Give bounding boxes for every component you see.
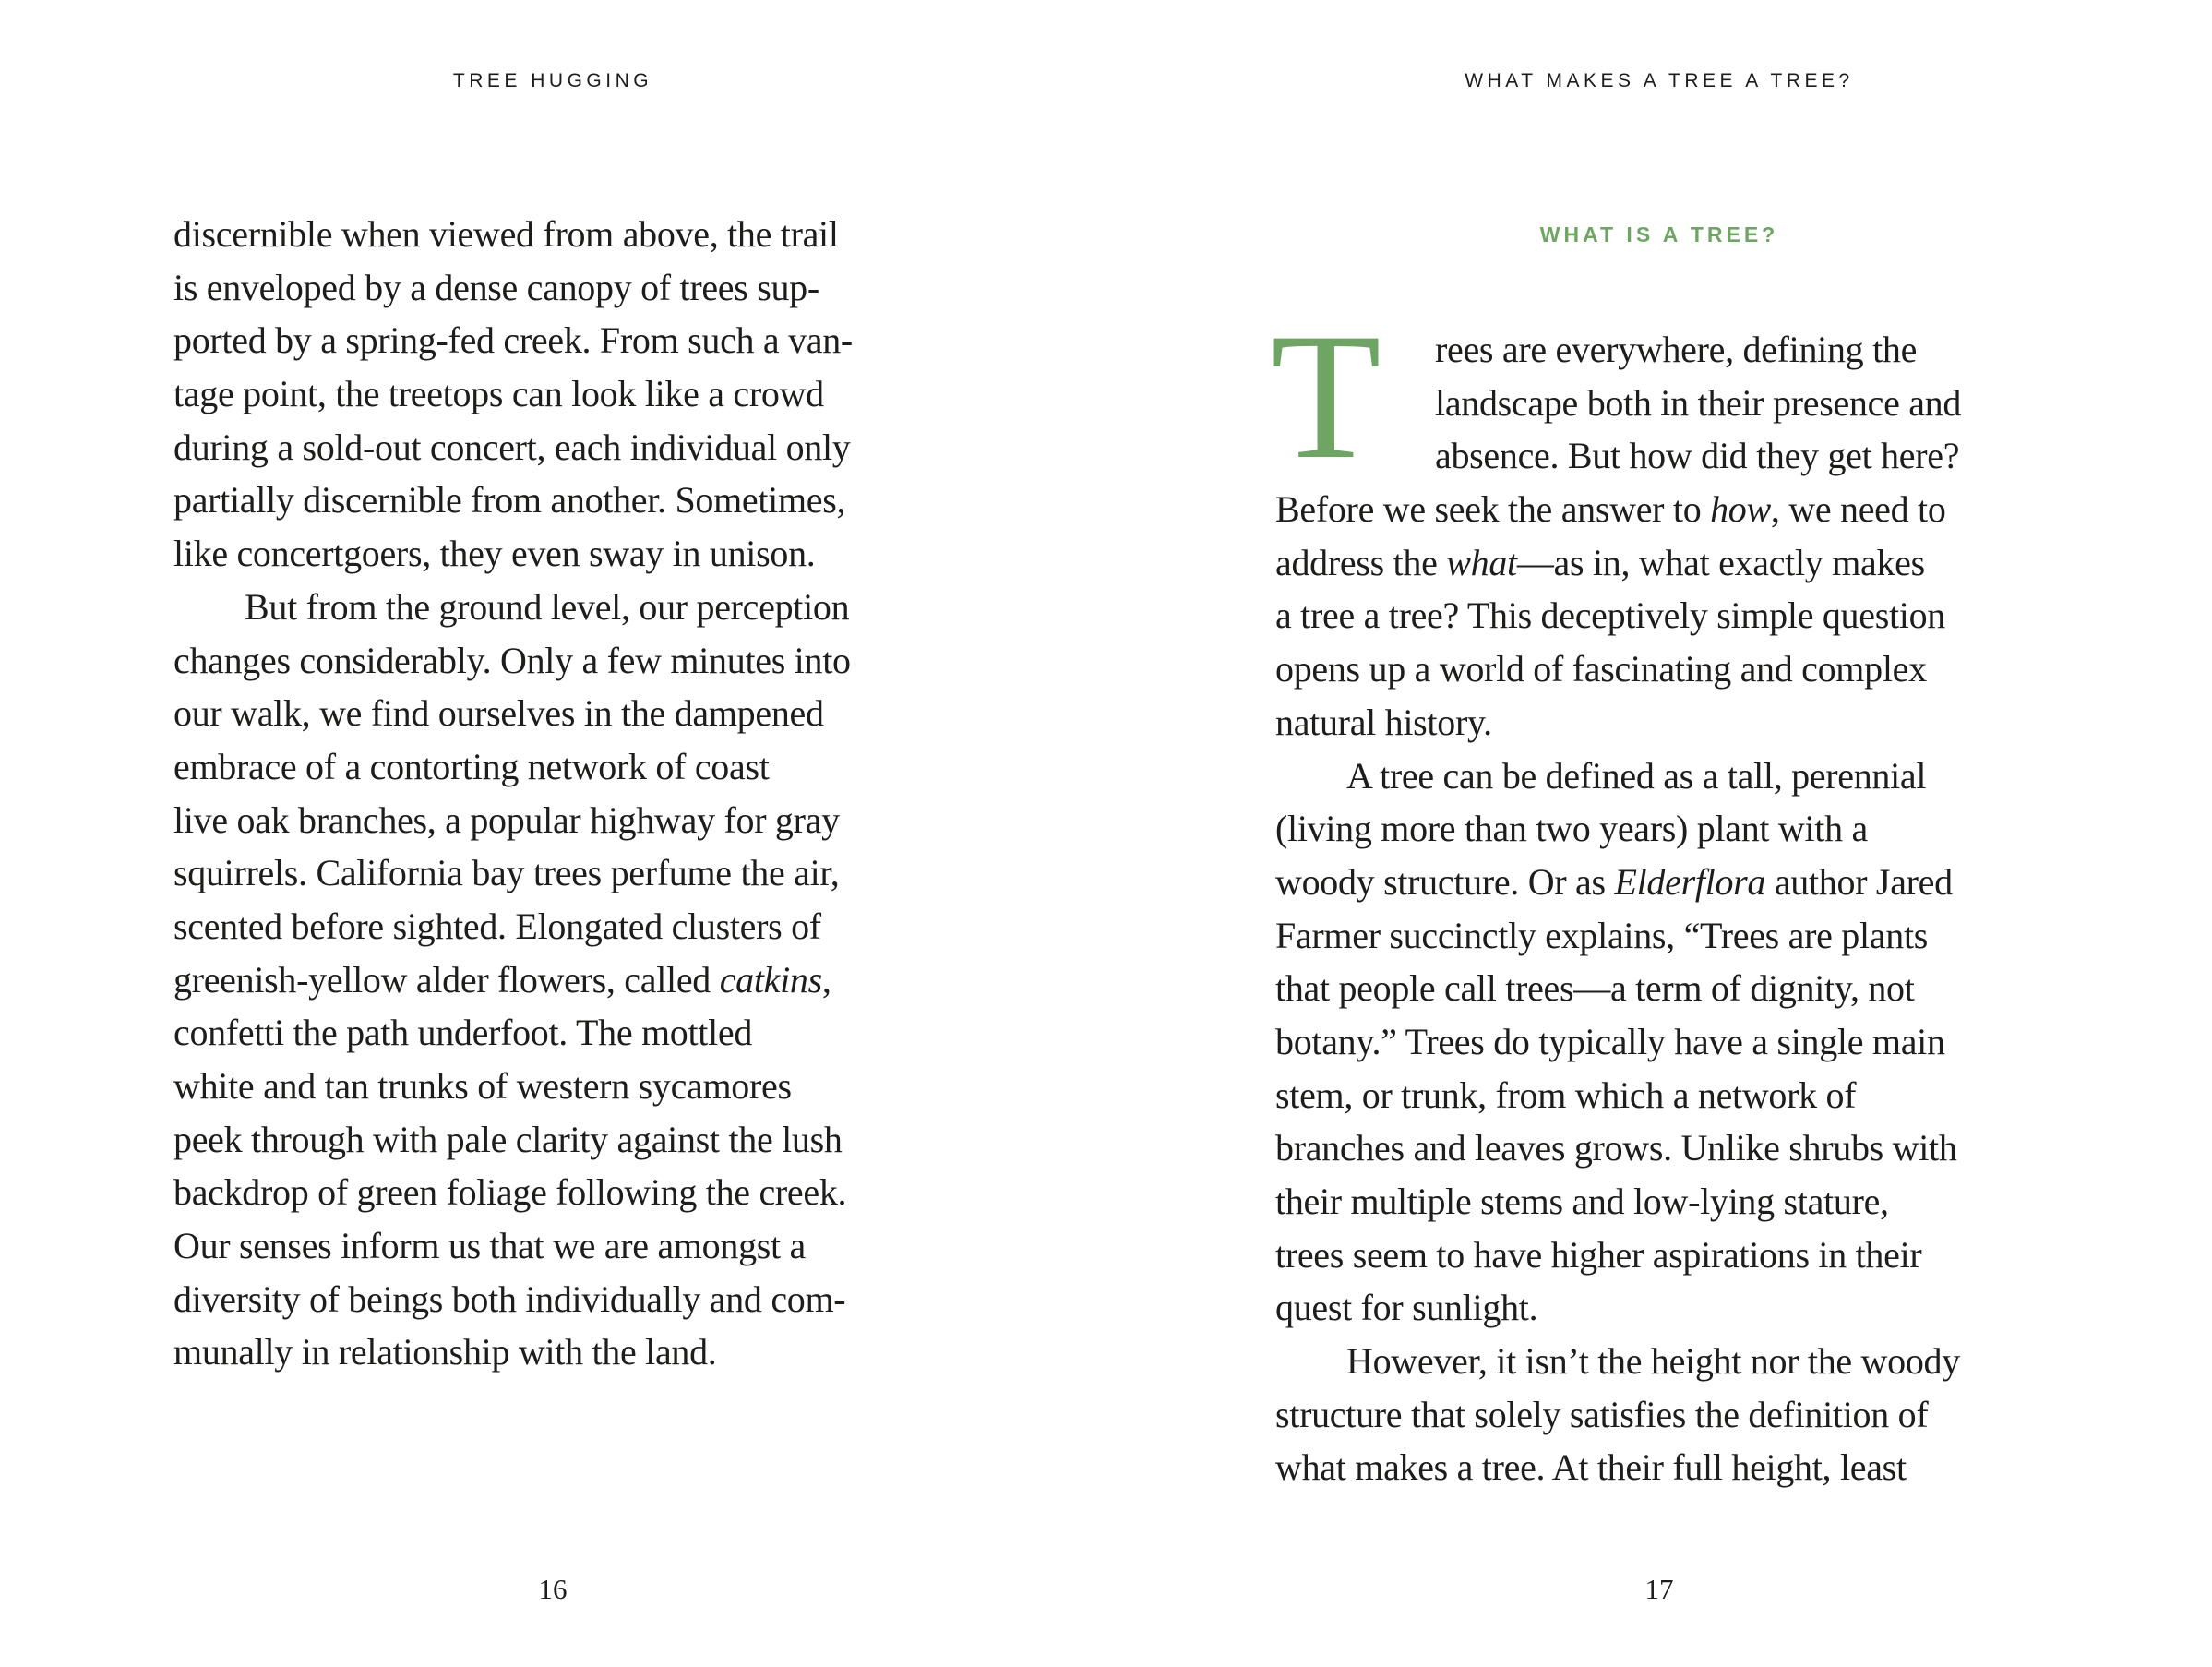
body-line	[1275, 909, 2106, 963]
left-body-text	[173, 208, 903, 1379]
text-segment: structure that solely satisfies the definition of	[1275, 1393, 1929, 1435]
body-line	[173, 208, 903, 261]
body-line	[173, 1166, 903, 1219]
text-segment: woody structure. Or as	[1275, 860, 1615, 903]
body-line	[1275, 1121, 2106, 1175]
text-segment: landscape both in their presence and	[1435, 381, 1962, 424]
text-segment: Before we seek the answer to	[1275, 488, 1711, 531]
text-segment: botany.” Trees do typically have a single main	[1275, 1020, 1945, 1062]
body-line	[1275, 483, 2106, 536]
body-line	[1275, 1015, 2106, 1069]
italic-text: what	[1446, 541, 1517, 583]
body-line	[1275, 1388, 2106, 1442]
text-segment: trees seem to have higher aspirations in their	[1275, 1233, 1922, 1276]
text-segment: ,	[821, 958, 831, 1001]
right-body-text	[1275, 323, 2106, 1494]
text-segment: during a sold-out concert, each individual only	[173, 426, 851, 468]
body-line	[173, 740, 903, 794]
text-segment: tage point, the treetops can look like a crowd	[173, 373, 824, 415]
text-segment: —as in, what exactly makes	[1516, 541, 1925, 583]
text-segment: what makes a tree. At their full height, least	[1275, 1446, 1907, 1489]
text-segment: opens up a world of fascinating and complex	[1275, 648, 1927, 690]
text-segment: ported by a spring-fed creek. From such a van-	[173, 319, 853, 362]
body-line	[173, 846, 903, 900]
section-heading: WHAT IS A TREE?	[1539, 222, 1779, 246]
text-segment: squirrels. California bay trees perfume the air,	[173, 852, 840, 894]
body-line	[173, 953, 903, 1007]
text-segment: stem, or trunk, from which a network of	[1275, 1073, 1857, 1116]
body-line	[1275, 1175, 2106, 1229]
body-line	[1275, 536, 2106, 590]
text-segment: peek through with pale clarity against the lush	[173, 1118, 843, 1160]
text-segment: that people call trees—a term of dignity, not	[1275, 967, 1915, 1010]
body-line	[1275, 802, 2106, 856]
body-line	[173, 1060, 903, 1113]
text-segment: address the	[1275, 541, 1447, 583]
body-line	[1275, 696, 2106, 750]
running-header-left: TREE HUGGING	[452, 70, 653, 91]
text-segment: branches and leaves grows. Unlike shrubs with	[1275, 1127, 1957, 1169]
text-segment: Farmer succinctly explains, “Trees are plants	[1275, 914, 1929, 956]
text-segment: But from the ground level, our perception	[245, 585, 850, 628]
body-line	[173, 1219, 903, 1273]
page-number-right: 17	[1644, 1573, 1674, 1605]
page-number-left: 16	[538, 1573, 568, 1605]
body-line	[173, 1325, 903, 1379]
running-header-right: WHAT MAKES A TREE A TREE?	[1465, 70, 1854, 91]
text-segment: discernible when viewed from above, the trail	[173, 213, 839, 255]
text-segment: absence. But how did they get here?	[1435, 435, 1960, 477]
text-segment: changes considerably. Only a few minutes into	[173, 639, 851, 681]
text-segment: backdrop of green foliage following the creek.	[173, 1171, 847, 1214]
body-line	[1275, 1335, 2106, 1388]
body-line	[173, 581, 903, 634]
body-line	[173, 794, 903, 847]
text-segment: quest for sunlight.	[1275, 1287, 1538, 1329]
body-line	[1275, 1069, 2106, 1122]
body-line	[1275, 750, 2106, 803]
body-line	[1275, 1441, 2106, 1494]
text-segment: like concertgoers, they even sway in unison.	[173, 533, 816, 575]
text-segment: our walk, we find ourselves in the dampened	[173, 692, 824, 735]
body-line	[1275, 962, 2106, 1015]
text-segment: white and tan trunks of western sycamores	[173, 1065, 792, 1107]
text-segment: rees are everywhere, defining the	[1435, 329, 1918, 370]
body-line	[1275, 429, 2106, 483]
body-line	[1275, 1229, 2106, 1282]
text-segment: partially discernible from another. Sometimes,	[173, 479, 846, 522]
body-line	[173, 900, 903, 953]
body-line	[173, 1273, 903, 1326]
body-line	[1275, 323, 2106, 377]
body-line	[173, 367, 903, 421]
text-segment: diversity of beings both individually and com-	[173, 1277, 846, 1320]
body-line	[1275, 642, 2106, 696]
text-segment: A tree can be defined as a tall, perennial	[1346, 754, 1927, 797]
text-segment: embrace of a contorting network of coast	[173, 745, 770, 787]
body-line	[173, 687, 903, 740]
body-line	[1275, 856, 2106, 909]
text-segment: scented before sighted. Elongated clusters of	[173, 905, 821, 947]
body-line	[1275, 377, 2106, 430]
text-segment: is enveloped by a dense canopy of trees sup-	[173, 266, 819, 308]
italic-text: catkins	[719, 958, 822, 1001]
text-segment: live oak branches, a popular highway for gray	[173, 798, 840, 841]
body-line	[173, 1006, 903, 1060]
text-segment: a tree a tree? This deceptively simple question	[1275, 594, 1945, 637]
italic-text: how	[1710, 488, 1771, 531]
text-segment: their multiple stems and low-lying stature,	[1275, 1181, 1889, 1222]
body-line	[1275, 589, 2106, 642]
text-segment: munally in relationship with the land.	[173, 1331, 717, 1373]
body-line	[173, 527, 903, 581]
body-line	[173, 474, 903, 527]
body-line	[173, 314, 903, 367]
body-line	[173, 634, 903, 688]
drop-cap-letter: T	[1271, 296, 1381, 497]
text-segment: , we need to	[1770, 488, 1946, 531]
body-line	[1275, 1281, 2106, 1335]
text-segment: author Jared	[1765, 860, 1953, 903]
page-right	[1106, 0, 2212, 1667]
text-segment: greenish-yellow alder flowers, called	[173, 958, 720, 1001]
body-line	[173, 1113, 903, 1167]
text-segment: confetti the path underfoot. The mottled	[173, 1012, 753, 1054]
text-segment: However, it isn’t the height nor the woody	[1346, 1340, 1960, 1383]
text-segment: (living more than two years) plant with a	[1275, 808, 1868, 850]
body-line	[173, 261, 903, 315]
body-line	[173, 421, 903, 474]
text-segment: natural history.	[1275, 701, 1492, 743]
text-segment: Our senses inform us that we are amongst a	[173, 1225, 806, 1267]
italic-text: Elderflora	[1614, 860, 1766, 903]
